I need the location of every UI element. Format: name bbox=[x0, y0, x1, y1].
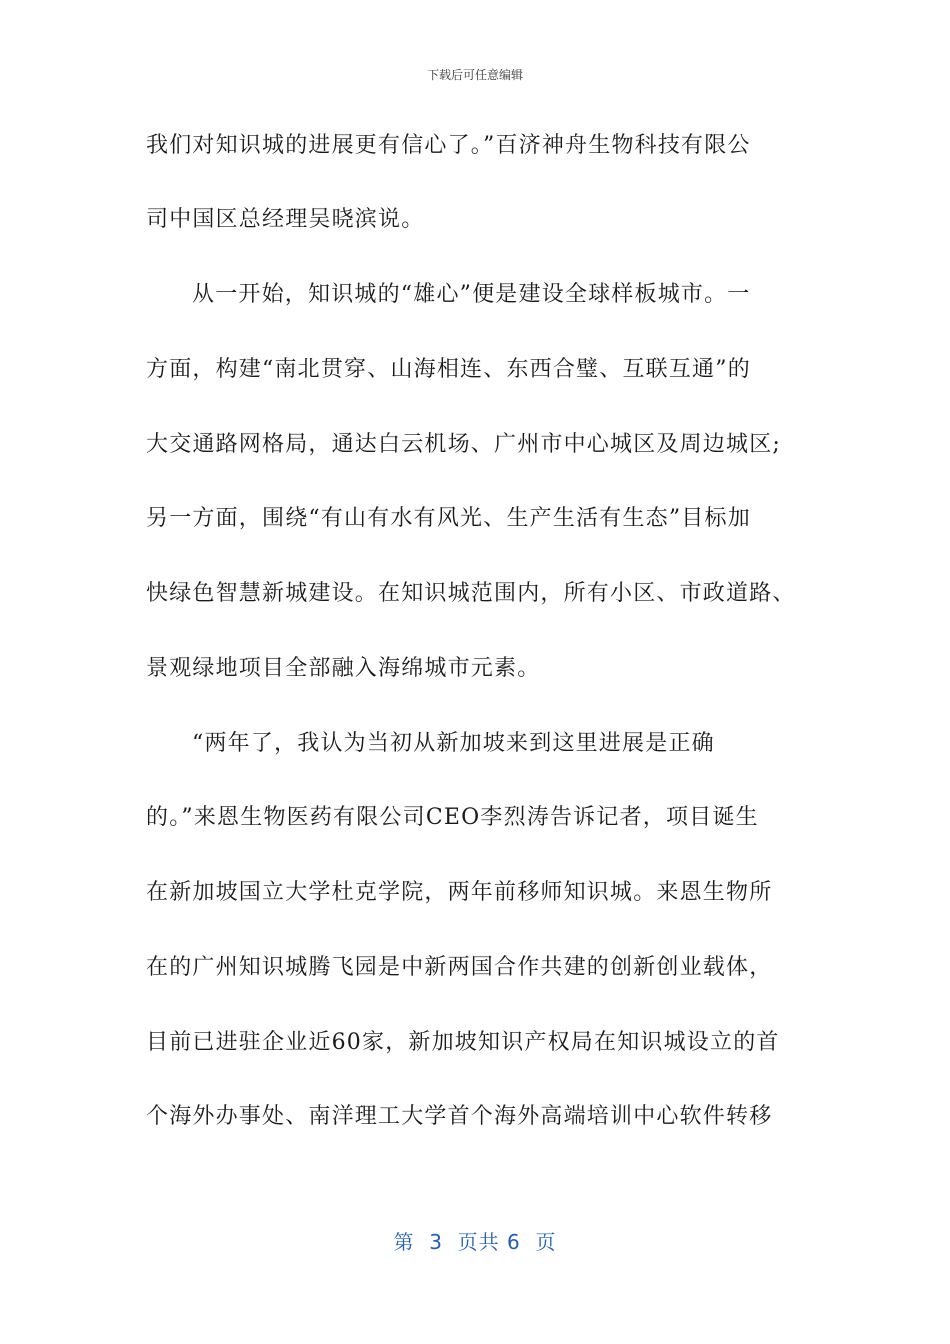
body-line: 另一方面，围绕“有山有水有风光、生产生活有生态”目标加 bbox=[146, 506, 751, 531]
body-line: “两年了，我认为当初从新加坡来到这里进展是正确 bbox=[192, 731, 715, 756]
body-line: 方面，构建“南北贯穿、山海相连、东西合璧、互联互通”的 bbox=[146, 357, 751, 382]
page-number-footer: 第 3 页共 6 页 bbox=[393, 1230, 557, 1254]
body-line: 目前已进驻企业近60家，新加坡知识产权局在知识城设立的首 bbox=[146, 1030, 780, 1055]
body-line: 景观绿地项目全部融入海绵城市元素。 bbox=[146, 656, 541, 681]
body-line: 个海外办事处、南洋理工大学首个海外高端培训中心软件转移 bbox=[146, 1104, 773, 1129]
body-line: 司中国区总经理吴晓滨说。 bbox=[146, 207, 425, 232]
body-line: 我们对知识城的进展更有信心了。”百济神舟生物科技有限公 bbox=[146, 133, 751, 158]
body-line: 的。”来恩生物医药有限公司CEO李烈涛告诉记者，项目诞生 bbox=[146, 805, 759, 830]
body-line: 在新加坡国立大学杜克学院，两年前移师知识城。来恩生物所 bbox=[146, 880, 773, 905]
body-line: 大交通路网格局，通达白云机场、广州市中心城区及周边城区; bbox=[146, 432, 782, 457]
body-line: 快绿色智慧新城建设。在知识城范围内，所有小区、市政道路、 bbox=[146, 581, 796, 606]
body-line: 在的广州知识城腾飞园是中新两国合作共建的创新创业载体， bbox=[146, 955, 773, 980]
body-line: 从一开始，知识城的“雄心”便是建设全球样板城市。一 bbox=[192, 282, 751, 307]
page-header: 下载后可任意编辑 bbox=[426, 68, 523, 82]
